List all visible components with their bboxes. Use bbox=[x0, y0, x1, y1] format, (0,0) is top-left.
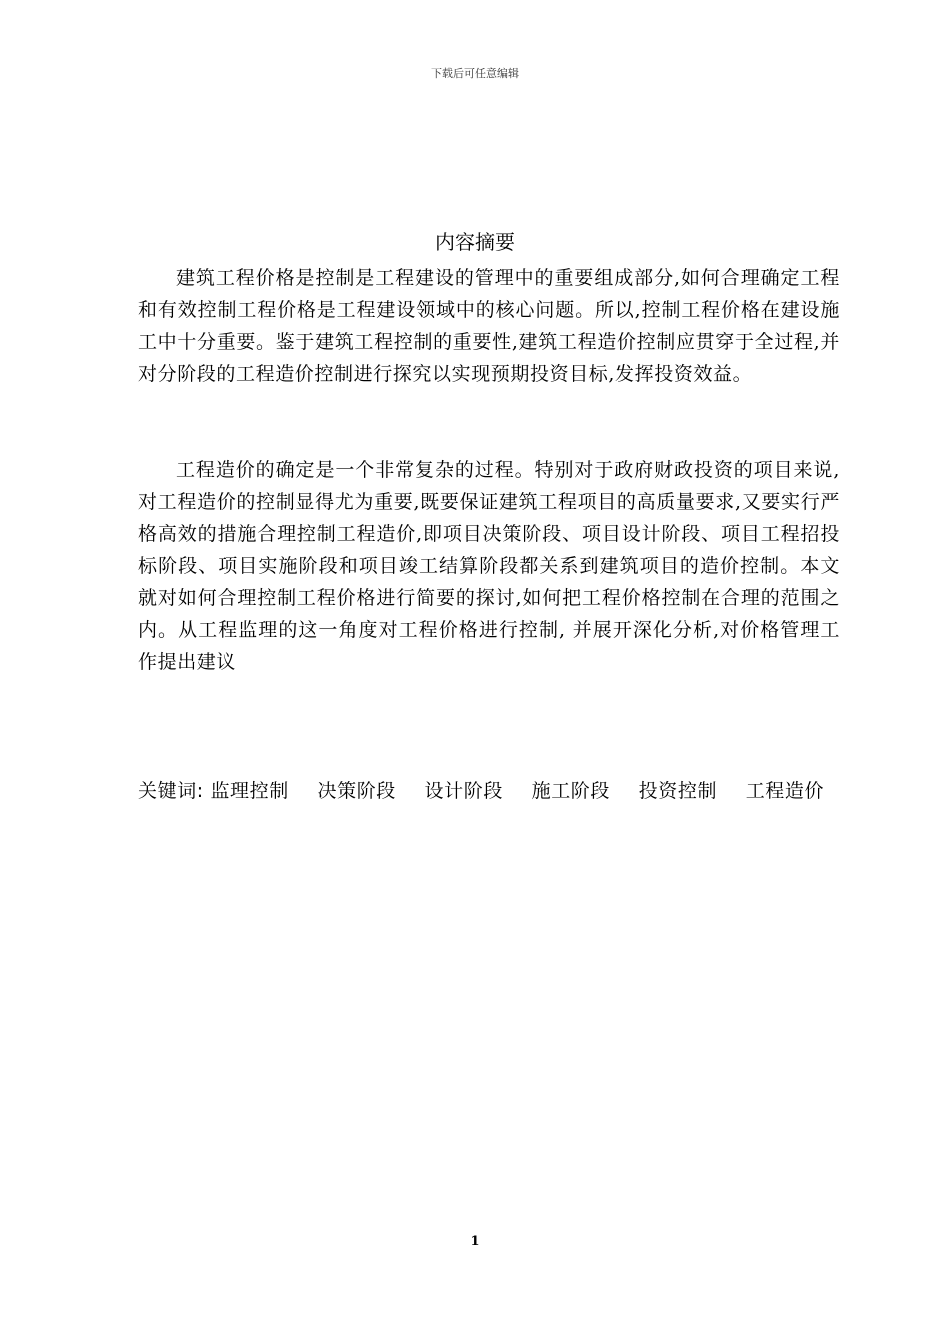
page-number: 1 bbox=[470, 1234, 480, 1249]
keyword-item: 投资控制 bbox=[638, 780, 718, 802]
keywords-label: 关键词: bbox=[138, 780, 204, 802]
abstract-paragraph-1: 建筑工程价格是控制是工程建设的管理中的重要组成部分,如何合理确定工程和有效控制工程价格是工程建设领域中的核心问题。所以,控制工程价格在建设施工中十分重要。鉴于建筑工程控制的重要性,建筑工程造价控制应贯穿于全过程,并对分阶段的工程造价控制进行探究以实现预期投资目标,发挥投资效益。 bbox=[138, 267, 840, 385]
keywords-line bbox=[138, 775, 850, 807]
keyword-item: 设计阶段 bbox=[424, 780, 503, 802]
keyword-item: 决策阶段 bbox=[317, 780, 396, 802]
abstract-paragraph-2: 工程造价的确定是一个非常复杂的过程。特别对于政府财政投资的项目来说,对工程造价的控制显得尤为重要,既要保证建筑工程项目的高质量要求,又要实行严格高效的措施合理控制工程造价,即项目决策阶段、项目设计阶段、项目工程招投标阶段、项目实施阶段和项目竣工结算阶段都关系到建筑项目的造价控制。本文就对如何合理控制工程价格进行简要的探讨,如何把工程价格控制在合理的范围之内。从工程监理的这一角度对工程价格进行控制, 并展开深化分析,对价格管理工作提出建议 bbox=[138, 459, 840, 673]
header-note: 下载后可任意编辑 bbox=[431, 67, 519, 80]
keyword-item: 监理控制 bbox=[210, 780, 289, 802]
keyword-item: 工程造价 bbox=[745, 780, 825, 802]
abstract-title: 内容摘要 bbox=[435, 230, 515, 254]
keyword-item: 施工阶段 bbox=[531, 780, 610, 802]
